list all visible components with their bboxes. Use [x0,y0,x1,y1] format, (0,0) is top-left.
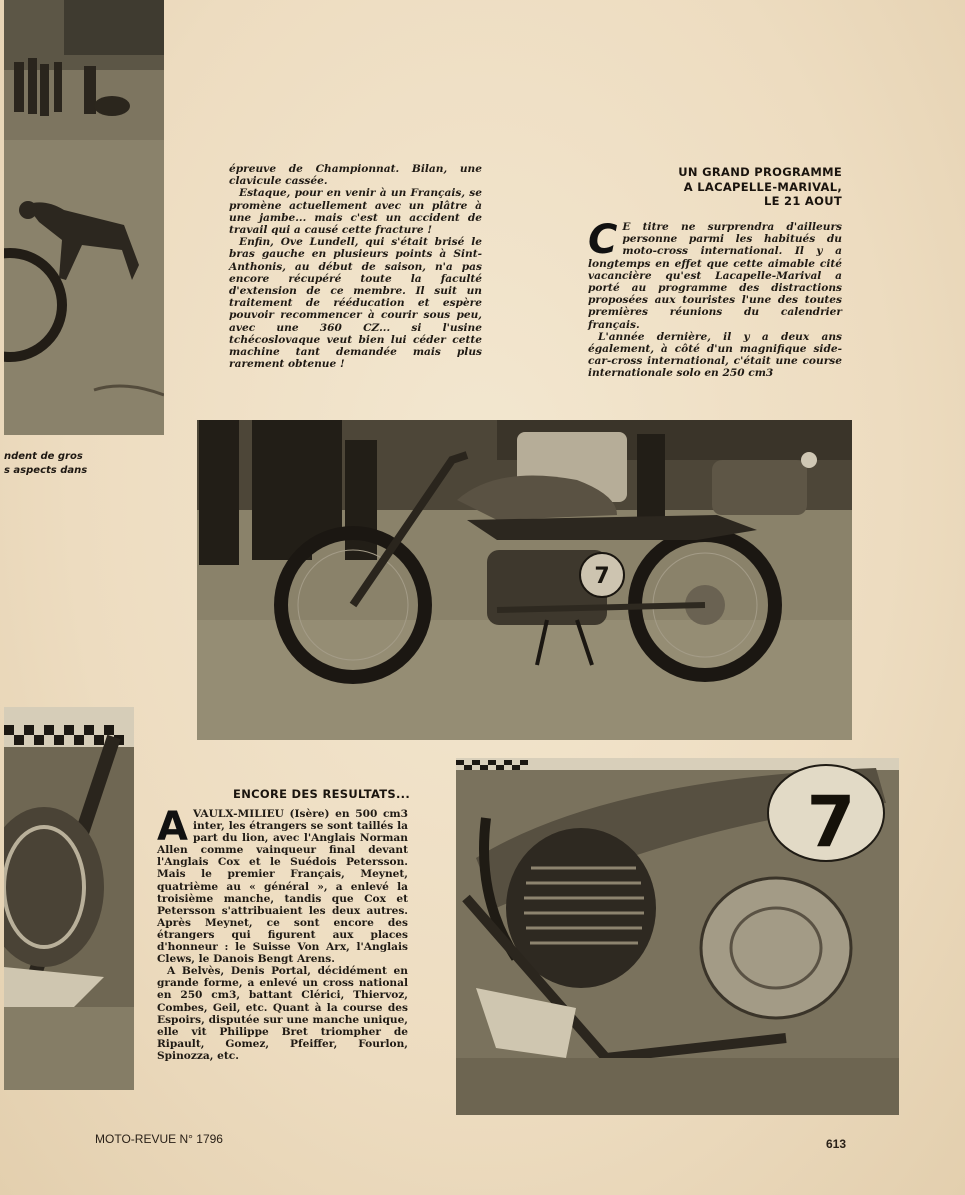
results-heading: ENCORE DES RESULTATS... [233,787,410,801]
lacapelle-para-2: L'année dernière, il y a deux ans également, à côté d'un magnifique side-car-cross international, c'était une course internationale solo en 250 cm3 [588,330,842,380]
photo-dog-spectators [4,0,164,435]
lacapelle-heading-line3: LE 21 AOUT [763,194,842,208]
side-caption [4,450,104,478]
left-column-text [229,163,482,370]
photo-engine-closeup [456,758,899,1115]
lacapelle-para-1: E titre ne surprendra d'ailleurs personne parmi les habitués du moto-cross international. Il y a longtemps en effet que cette aimable cité vacancière qu'est Lacapelle-Marival a porté au programme des distractions proposées aux touristes l'une des toutes premières réunions du calendrier français. [588,221,842,331]
photo-motocross-bike [197,420,852,740]
lacapelle-heading-line1: UN GRAND PROGRAMME [678,165,842,179]
lacapelle-heading-line2: A LACAPELLE-MARIVAL, [683,179,842,194]
closeup-number-plate: 7 [806,781,856,863]
footer-page-number: 613 [826,1137,847,1151]
left-para-2: Estaque, pour en venir à un Français, se promène actuellement avec un plâtre à une jambe... mais c'est un accident de travail qui a causé cette fracture ! [229,187,482,237]
footer-magazine-name: MOTO-REVUE [95,1132,177,1146]
footer-magazine [95,1132,223,1146]
left-para-1: épreuve de Championnat. Bilan, une clavicule cassée. [229,163,482,188]
left-para-3: Enfin, Ove Lundell, qui s'était brisé le bras gauche en plusieurs points à Sint-Anthonis, au début de saison, n'a pas encore récupéré toute la faculté d'extension de ce membre. Il suit un traitement de rééducation et espère pouvoir recommencer à courir sous peu, avec une 360 CZ... si l'usine tchécoslovaque veut bien lui céder cette machine tant demandée mais plus rarement obtenue ! [229,236,482,371]
results-body [157,804,408,1062]
lacapelle-body [588,217,842,380]
lacapelle-heading [590,165,842,209]
footer-issue: N° 1796 [179,1132,223,1146]
results-para-1: VAULX-MILIEU (Isère) en 500 cm3 inter, les étrangers se sont taillés la part du lion, avec l'Anglais Norman Allen comme vainqueur final devant l'Anglais Cox et le Suédois Petersson. Mais le premier Français, Meynet, quatrième au « général », a enlevé la troisième manche, tandis que Cox et Petersson s'attribuaient les deux autres. Après Meynet, ce sont encore des étrangers qui figurent aux places d'honneur : le Suisse Von Arx, l'Anglais Clews, le Danois Bengt Arens. [157,808,408,966]
results-para-2: A Belvès, Denis Portal, décidément en grande forme, a enlevé un cross national en 250 cm3, battant Clérici, Thiervoz, Combes, Geil, etc. Quant à la course des Espoirs, disputée sur une manche unique, elle vit Philippe Bret triompher de Ripault, Gomez, Pfeiffer, Fourlon, Spinozza, etc. [157,965,408,1062]
side-caption-line1: ndent de gros [4,451,83,462]
photo-engine-fragment [4,707,134,1090]
side-caption-line2: s aspects dans [4,465,88,476]
lacapelle-drop-cap: C [588,217,618,263]
results-drop-cap: A [157,804,188,850]
bike-number-plate: 7 [594,564,610,589]
